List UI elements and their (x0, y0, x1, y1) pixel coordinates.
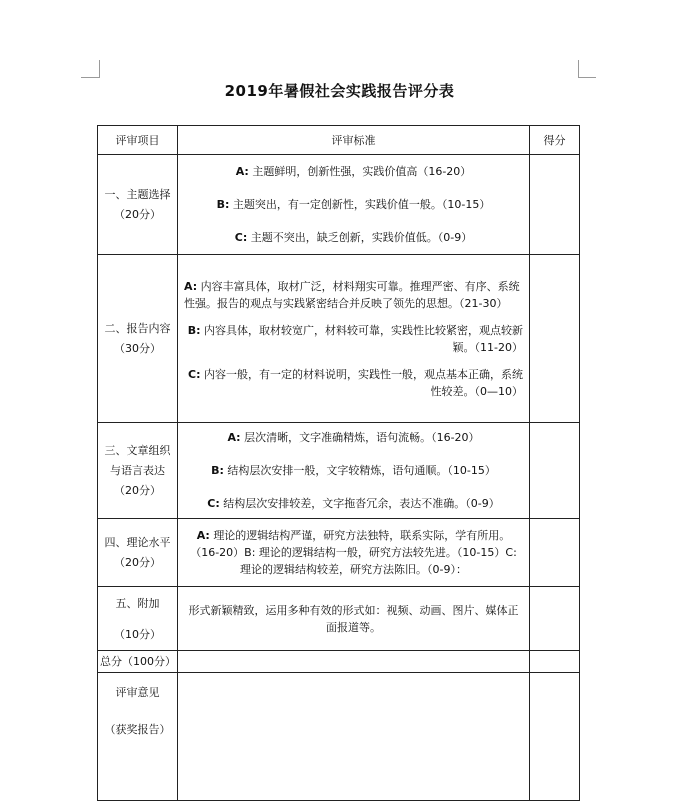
item-cell: 二、报告内容 （30分） (98, 255, 178, 423)
table-row-total (98, 651, 580, 673)
table-row-organization (98, 423, 580, 519)
review-comment-cell[interactable] (178, 673, 530, 801)
table-row-extra (98, 587, 580, 651)
header-score: 得分 (530, 126, 580, 155)
header-item: 评审项目 (98, 126, 178, 155)
score-cell[interactable] (530, 587, 580, 651)
criteria-cell: A: 主题鲜明，创新性强，实践价值高（16-20） B: 主题突出，有一定创新性，实践价值一般。（10-15） C: 主题不突出，缺乏创新，实践价值低。（0-9） (178, 155, 530, 255)
item-cell: 一、主题选择 （20分） (98, 155, 178, 255)
table-row-topic (98, 155, 580, 255)
item-cell: 四、理论水平 （20分） (98, 519, 178, 587)
header-criteria: 评审标准 (178, 126, 530, 155)
total-label: 总分（100分） (98, 651, 178, 673)
review-label: 评审意见 （获奖报告） (98, 673, 178, 801)
score-cell[interactable] (530, 155, 580, 255)
criteria-cell: A: 内容丰富具体，取材广泛，材料翔实可靠。推理严密、有序、系统性强。报告的观点与实践紧密结合并反映了领先的思想。（21-30） B: 内容具体，取材较宽广，材料较可靠，实践性比较紧密，观点较新颖。（11-20） C: 内容一般，有一定的材料说明，实践性一般，观点基本正确，系统性较差。（0—10） (178, 255, 530, 423)
scoring-table (97, 125, 580, 801)
criteria-cell: 形式新颖精致，运用多种有效的形式如：视频、动画、图片、媒体正面报道等。 (178, 587, 530, 651)
crop-mark-top-left-h (81, 77, 99, 78)
crop-mark-top-right-v (578, 60, 579, 78)
score-cell[interactable] (530, 519, 580, 587)
table-row-review (98, 673, 580, 801)
score-cell[interactable] (530, 423, 580, 519)
crop-mark-top-left-v (99, 60, 100, 78)
total-criteria-cell (178, 651, 530, 673)
score-cell[interactable] (530, 255, 580, 423)
criteria-cell: A: 层次清晰，文字准确精炼，语句流畅。（16-20） B: 结构层次安排一般，文字较精炼，语句通顺。（10-15） C: 结构层次安排较差，文字拖沓冗余，表达不准确。（0-9） (178, 423, 530, 519)
item-cell: 三、文章组织 与语言表达 （20分） (98, 423, 178, 519)
table-row-theory (98, 519, 580, 587)
review-score-cell[interactable] (530, 673, 580, 801)
crop-mark-top-right-h (578, 77, 596, 78)
table-header-row (98, 126, 580, 155)
table-row-content (98, 255, 580, 423)
document-title: 2019年暑假社会实践报告评分表 (224, 82, 455, 100)
total-score-cell[interactable] (530, 651, 580, 673)
criteria-cell: A: 理论的逻辑结构严谨，研究方法独特，联系实际，学有所用。 （16-20）B: 理论的逻辑结构一般，研究方法较先进。（10-15）C: 理论的逻辑结构较差，研究方法陈旧。（0-9）： (178, 519, 530, 587)
item-cell: 五、附加 （10分） (98, 587, 178, 651)
